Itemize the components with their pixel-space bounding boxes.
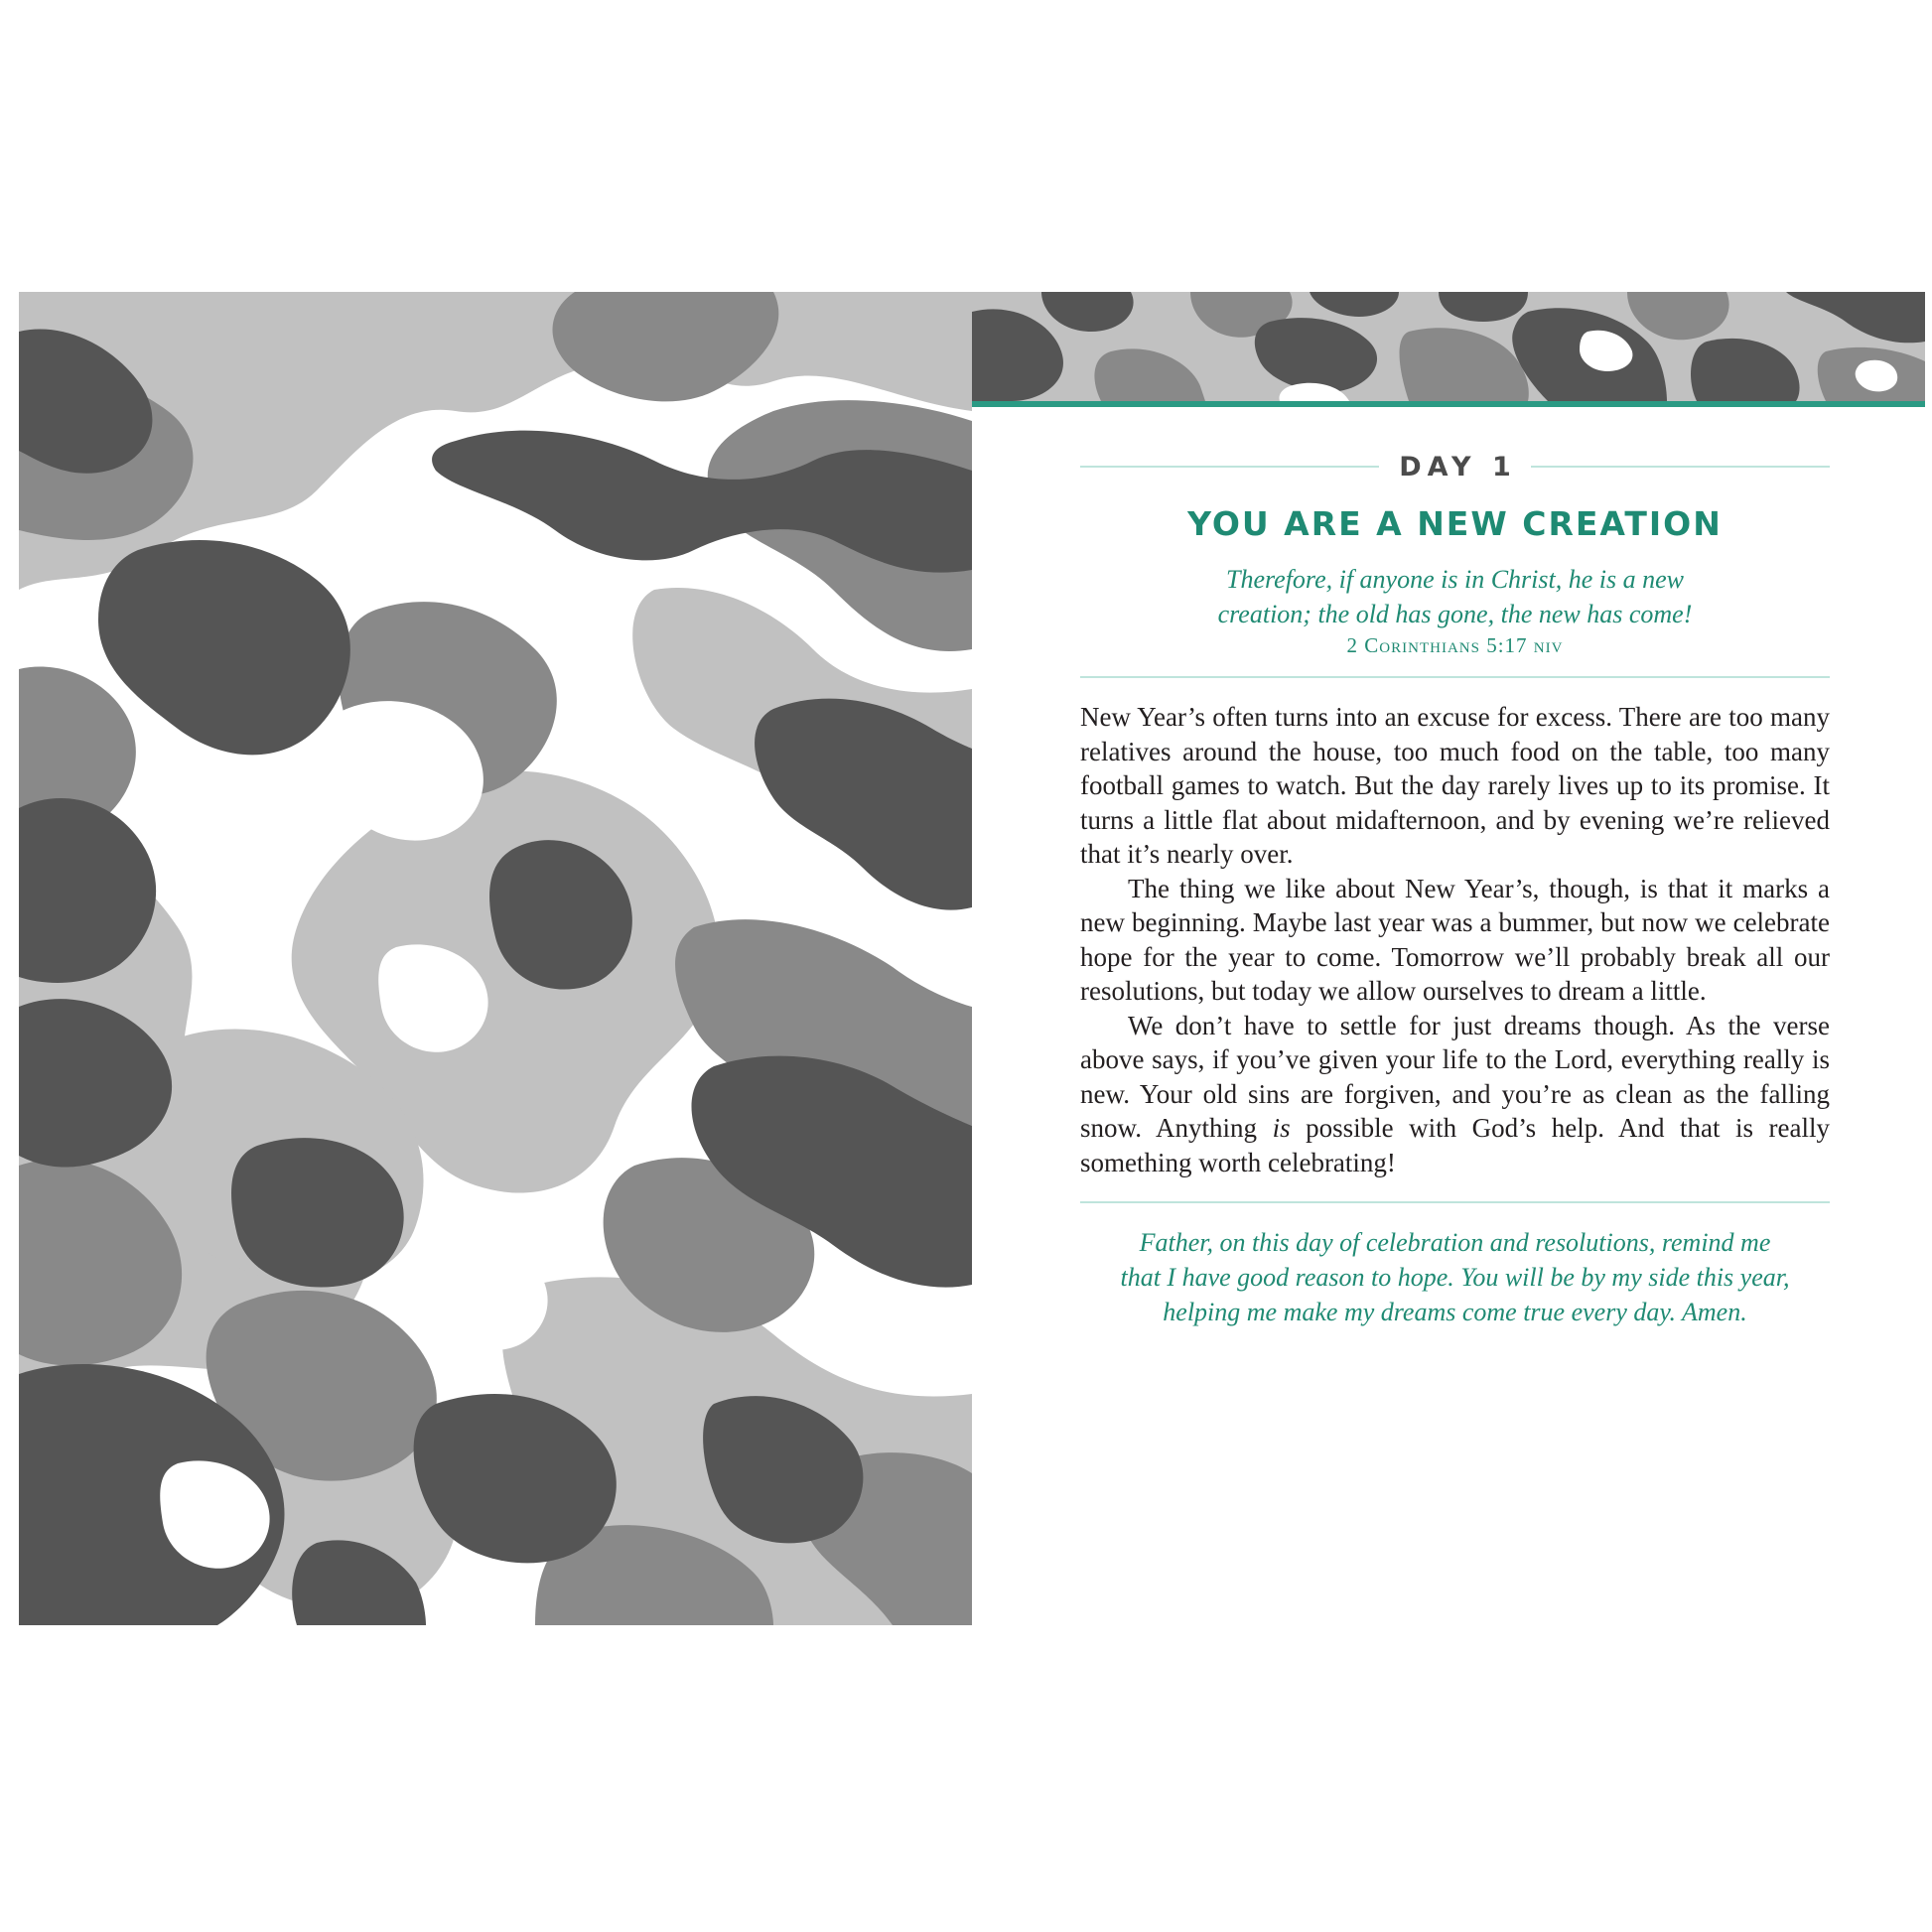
body-paragraph: New Year’s often turns into an excuse for excess. There are too many relatives around the house, too much food on the table, too many football games to watch. But the day rarely lives up to its promise. It turns a little flat about midafternoon, and by evening we’re relieved that it’s nearly over. (1080, 702, 1830, 869)
prayer-line: Father, on this day of celebration and resolutions, remind me (1139, 1228, 1771, 1257)
devotional-text-column (1080, 445, 1830, 1329)
scripture-verse-line: Therefore, if anyone is in Christ, he is a new (1226, 565, 1684, 594)
camouflage-header-strip (972, 292, 1925, 401)
prayer-line: helping me make my dreams come true every day. Amen. (1163, 1298, 1747, 1326)
divider-rule-bottom (1080, 1201, 1830, 1203)
body-paragraph-text: possible with God’s help. And that is really something worth celebrating! (1080, 1113, 1831, 1177)
body-paragraph-text: We don’t have to settle for just dreams though. As the verse above says, if you’ve given your life to the Lord, everything really is new. Your old sins are forgiven, and you’re as clean as the falling snow. Anything (1080, 1010, 1830, 1143)
devotional-title: YOU ARE A NEW CREATION (1187, 504, 1723, 543)
day-rule-right (1531, 466, 1830, 468)
divider-rule-top (1080, 676, 1830, 678)
scripture-verse (1080, 562, 1830, 631)
body-emphasis: is (1272, 1113, 1291, 1143)
body-paragraph (1080, 1009, 1830, 1180)
devotional-body (1080, 700, 1830, 1179)
body-paragraph: The thing we like about New Year’s, though, is that it marks a new beginning. Maybe last year was a bummer, but now we celebrate hope for the year to come. Tomorrow we’ll probably break all our resolutions, but today we allow ourselves to dream a little. (1080, 873, 1830, 1006)
camouflage-pattern-page (19, 292, 972, 1625)
day-rule-left (1080, 466, 1379, 468)
day-label: DAY 1 (1399, 451, 1517, 483)
scripture-verse-line: creation; the old has gone, the new has come! (1217, 600, 1693, 628)
closing-prayer (1080, 1225, 1830, 1329)
day-heading-row (1080, 445, 1830, 488)
prayer-line: that I have good reason to hope. You will be by my side this year, (1120, 1263, 1790, 1292)
header-accent-bar (972, 401, 1925, 407)
scripture-reference: 2 Corinthians 5:17 niv (1346, 633, 1564, 657)
